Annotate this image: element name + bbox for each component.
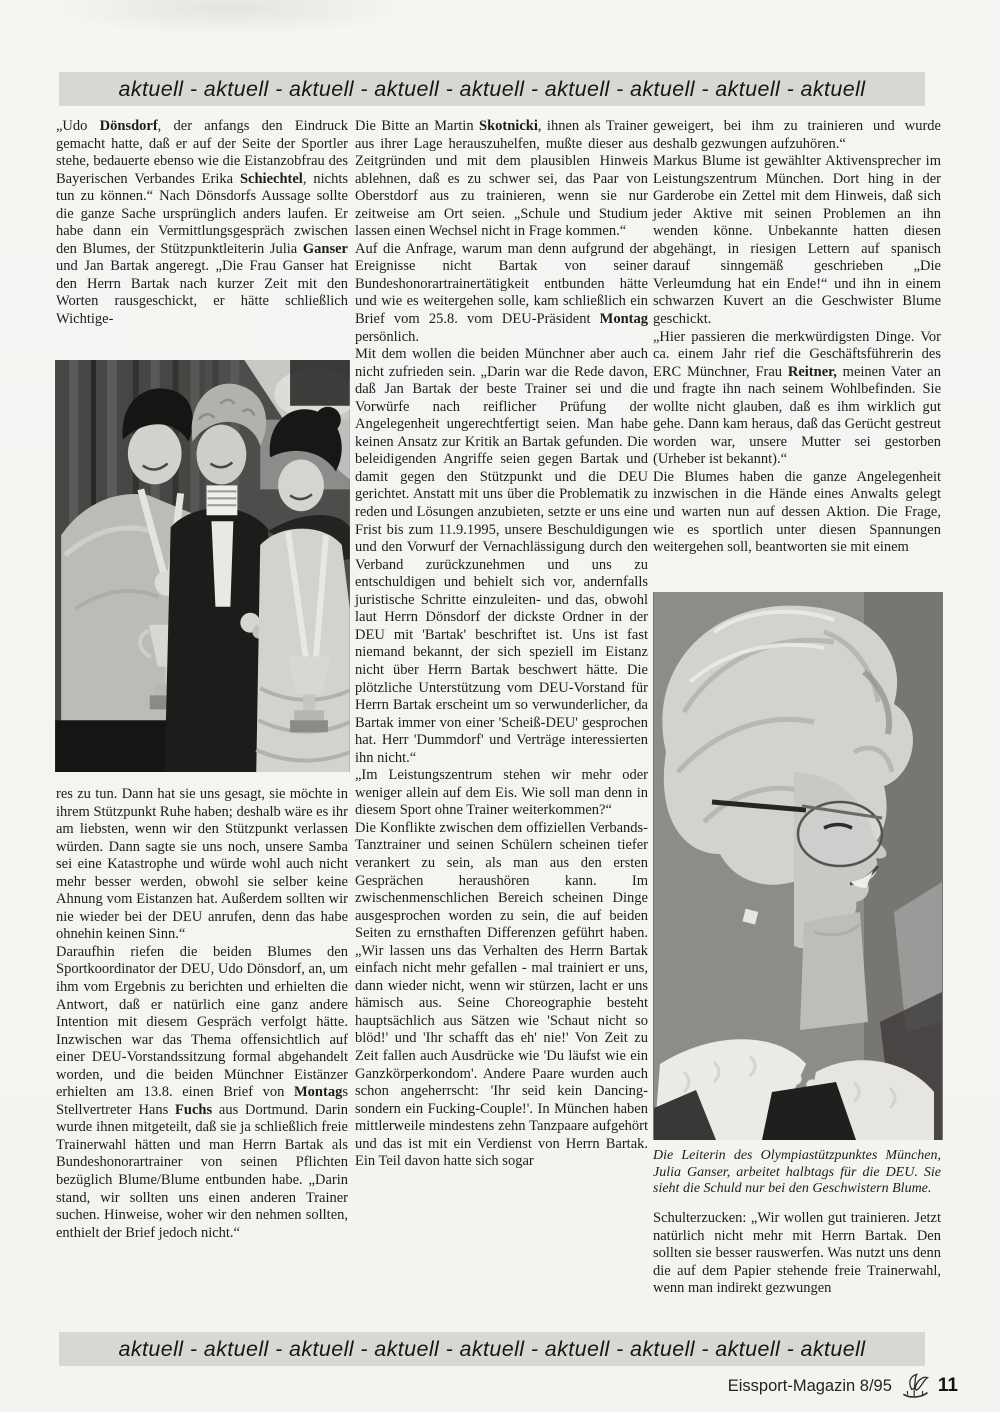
column-2-text [355, 118, 648, 1171]
paragraph: „Udo Dönsdorf, der anfangs den Eindruck gemacht hatte, daß er auf der Seite der Sportler stehe, bedauerte ebenso wie die Eistanzobfrau des Bayerischen Verbandes Erika Schiechtel, nichts tun zu können.“ Nach Dönsdorfs Aussage sollte die ganze Sache ursprünglich anders laufen. Er habe dann ein Vermittlungsgespräch zwischen den Blumes, der Stützpunktleiterin Julia Ganser und Jan Bartak angeregt. „Die Frau Ganser hat den Herrn Bartak nach kurzer Zeit mit den Worten rausgeschickt, er hätte schließlich Wichtige- [56, 118, 348, 328]
aktuell-banner-top [59, 72, 925, 106]
footer-meta [0, 1372, 958, 1400]
paragraph: Die Konflikte zwischen dem offiziellen Verbands-Tanztrainer und seinen Schülern scheinen tiefer verankert zu sein, als man aus den ersten Gesprächen heraushören kann. Im zwischenmenschlichen Bereich scheinen Dinge ausgesprochen worden zu sein, die auf beiden Seiten zu ernsthaften Differenzen geführt haben. „Wir lassen uns das Verhalten des Herrn Bartak einfach nicht mehr gefallen - mal trainiert er uns, dann wieder nicht, wenn wir stürzen, lacht er uns hämisch aus. Seine Choreographie besteht hauptsächlich aus Sätzen wie 'Schaut nicht so blöd!' und 'Ihr schafft das eh' nie!' Von Zeit zu Zeit fallen auch Ausdrücke wie 'Du läufst wie ein Ganzkörperkondom'. Andere Paare wurden auch schon angeherrscht: 'Ihr seid kein Dancing- sondern ein Fucking-Couple!'. In München haben mittlerweile mindestens zehn Tanzpaare aufgehört und das ist mit ein Verdienst von Herrn Bartak. Ein Teil davon hatte sich sogar [355, 819, 648, 1170]
paragraph: geweigert, bei ihm zu trainieren und wurde deshalb gezwungen aufzuhören.“ [653, 118, 941, 152]
banner-text: aktuell - aktuell - aktuell - aktuell - aktuell - aktuell - aktuell - aktuell - aktuell [118, 76, 866, 101]
banner-text: aktuell - aktuell - aktuell - aktuell - aktuell - aktuell - aktuell - aktuell - aktuell [118, 1336, 866, 1361]
group-photo-skaters-with-trophies [55, 360, 350, 772]
aktuell-banner-bottom [59, 1332, 925, 1366]
column-1-bottom-text [56, 786, 348, 1242]
paragraph: Auf die Anfrage, warum man denn aufgrund der Ereignisse nicht Bartak von seiner Bundeshonorartrainertätigkeit entbunden hätte und wie es weitergehen solle, kam schließlich ein Brief vom 25.8. vom DEU-Präsident Montag persönlich. [355, 240, 648, 345]
paragraph: Markus Blume ist gewählter Aktivensprecher im Leistungszentrum München. Dort hing in der Garderobe ein Zettel mit dem Hinweis, daß sich jeder Aktive mit seinen Problemen an ihn wenden könne. Unbekannte hatten diesen abgehängt, in riesigen Lettern auf spanisch darauf sinngemäß geschrieben „Die Verleumdung hat ein Ende!“ und ihn in einem schwarzen Kuvert an die Geschwister Blume geschickt. [653, 153, 941, 328]
column-3-bottom-text [653, 1210, 941, 1298]
winged-ice-skate-logo-icon [900, 1372, 930, 1400]
portrait-photo-julia-ganser [653, 592, 943, 1140]
group-photo-illustration [55, 360, 350, 772]
paragraph: Schulterzucken: „Wir wollen gut trainieren. Jetzt natürlich nicht mehr mit Herrn Bartak. Den sollten sie besser rauswerfen. Was nutzt uns denn die auf dem Papier stehende freie Trainerwahl, wenn man indirekt gezwungen [653, 1210, 941, 1297]
paragraph: „Hier passieren die merkwürdigsten Dinge. Vor ca. einem Jahr rief die Geschäftsführerin des ERC Münchner, Frau Reitner, meinen Vater an und fragte ihn nach seinem Wohlbefinden. Sie wollte nicht glauben, daß es ihm wirklich gut gehe. Dann kam heraus, daß das Gerücht gestreut worden war, unsere Mutter sei gestorben (Urheber ist bekannt).“ [653, 328, 941, 468]
paragraph: „Im Leistungszentrum stehen wir mehr oder weniger allein auf dem Eis. Wie soll man denn in diesem Sport ohne Trainer weiterkommen?“ [355, 767, 648, 819]
magazine-name: Eissport-Magazin 8/95 [727, 1376, 892, 1395]
column-3-top-text [653, 118, 941, 557]
paragraph: res zu tun. Dann hat sie uns gesagt, sie möchte in ihrem Stützpunkt Ruhe haben; deshalb wäre es ihr am liebsten, wenn wir den Stützpunkt verlassen würden. Dann sagte sie uns noch, unsere Samba sei eine Katastrophe und würde wohl auch nicht mehr besser werden, obwohl sie selber keine Ahnung vom Eistanzen hat. Außerdem sollten wir nie wieder bei der DEU anrufen, denn das habe ohnehin keinen Sinn.“ [56, 786, 348, 943]
column-1-top-text [56, 118, 348, 329]
paragraph: Die Blumes haben die ganze Angelegenheit inzwischen in die Hände eines Anwalts gelegt und warten nun auf dessen Aktion. Die Frage, wie es sportlich unter diesen Spannungen weitergehen soll, beantworten sie mit einem [653, 468, 941, 556]
paragraph: Die Bitte an Martin Skotnicki, ihnen als Trainer aus ihrer Lage herauszuhelfen, mußte dieser aus Zeitgründen und mit dem plausiblen Hinweis ablehnen, daß es zu schwer sei, das Paar von Oberstdorf aus zu trainieren, wenn sie nur zeitweise am Ort seien. „Schule und Studium lassen einen Wechsel nicht in Frage kommen.“ [355, 118, 648, 240]
portrait-illustration [653, 592, 943, 1140]
page-number: 11 [937, 1375, 958, 1396]
photo-caption: Die Leiterin des Olympiastützpunktes München, Julia Ganser, arbeitet halbtags für die DEU. Sie sieht die Schuld nur bei den Geschwistern Blume. [653, 1148, 941, 1197]
paragraph: Daraufhin riefen die beiden Blumes den Sportkoordinator der DEU, Udo Dönsdorf, an, um ihm vom Ergebnis zu berichten und erhielten die Antwort, daß er natürlich eine ganz andere Intention mit diesem Gespräch verfolgt hätte. Inzwischen war das Thema offensichtlich auf einer DEU-Vorstandssitzung formal abgehandelt worden, und die beiden Münchner Eistänzer erhielten am 13.8. einen Brief von Montags Stellvertreter Hans Fuchs aus Dortmund. Darin wurde ihnen mitgeteilt, daß sie ja schließlich freie Trainerwahl hätten und man Herrn Bartak als Bundeshonorartrainer von seinen Pflichten bezüglich Blume/Blume entbunden habe. „Darin stand, wir sollten uns einen anderen Trainer suchen. Hinweise, woher wir den nehmen sollten, enthielt der Brief jedoch nicht.“ [56, 943, 348, 1241]
paragraph: Mit dem wollen die beiden Münchner aber auch nicht zufrieden sein. „Darin war die Rede davon, daß Jan Bartak der beste Trainer sei und die Vorwürfe nach reiflicher Prüfung der Angelegenheit ungerechtfertigt seien. Man habe keinen Ansatz zur Kritik an Bartak gefunden. Die beleidigenden Angriffe seien gegen Bartak und damit gegen den Stützpunkt und die DEU gerichtet. Anstatt mit uns über die Problematik zu reden und Lösungen anzubieten, setzte er uns eine Frist bis zum 11.9.1995, unsere Beschuldigungen und den Vorwurf der Vernachlässigung durch den Verband zurückzunehmen und uns zu entschuldigen und behielt sich vor, andernfalls juristische Schritte einzuleiten- und das, obwohl laut Herrn Dönsdorf der dickste Ordner in der DEU mit 'Bartak' beschriftet ist. Uns ist fast niemand bekannt, der sich speziell im Eistanz nicht über Herrn Bartak beschwert hätte. Die plötzliche Unterstützung vom DEU-Vorstand für Herrn Bartak erscheint um so verwunderlicher, da Bartak immer von einer 'Scheiß-DEU' gesprochen hat. Herr 'Dummdorf' und Verträge interessierten ihn nicht.“ [355, 346, 648, 766]
